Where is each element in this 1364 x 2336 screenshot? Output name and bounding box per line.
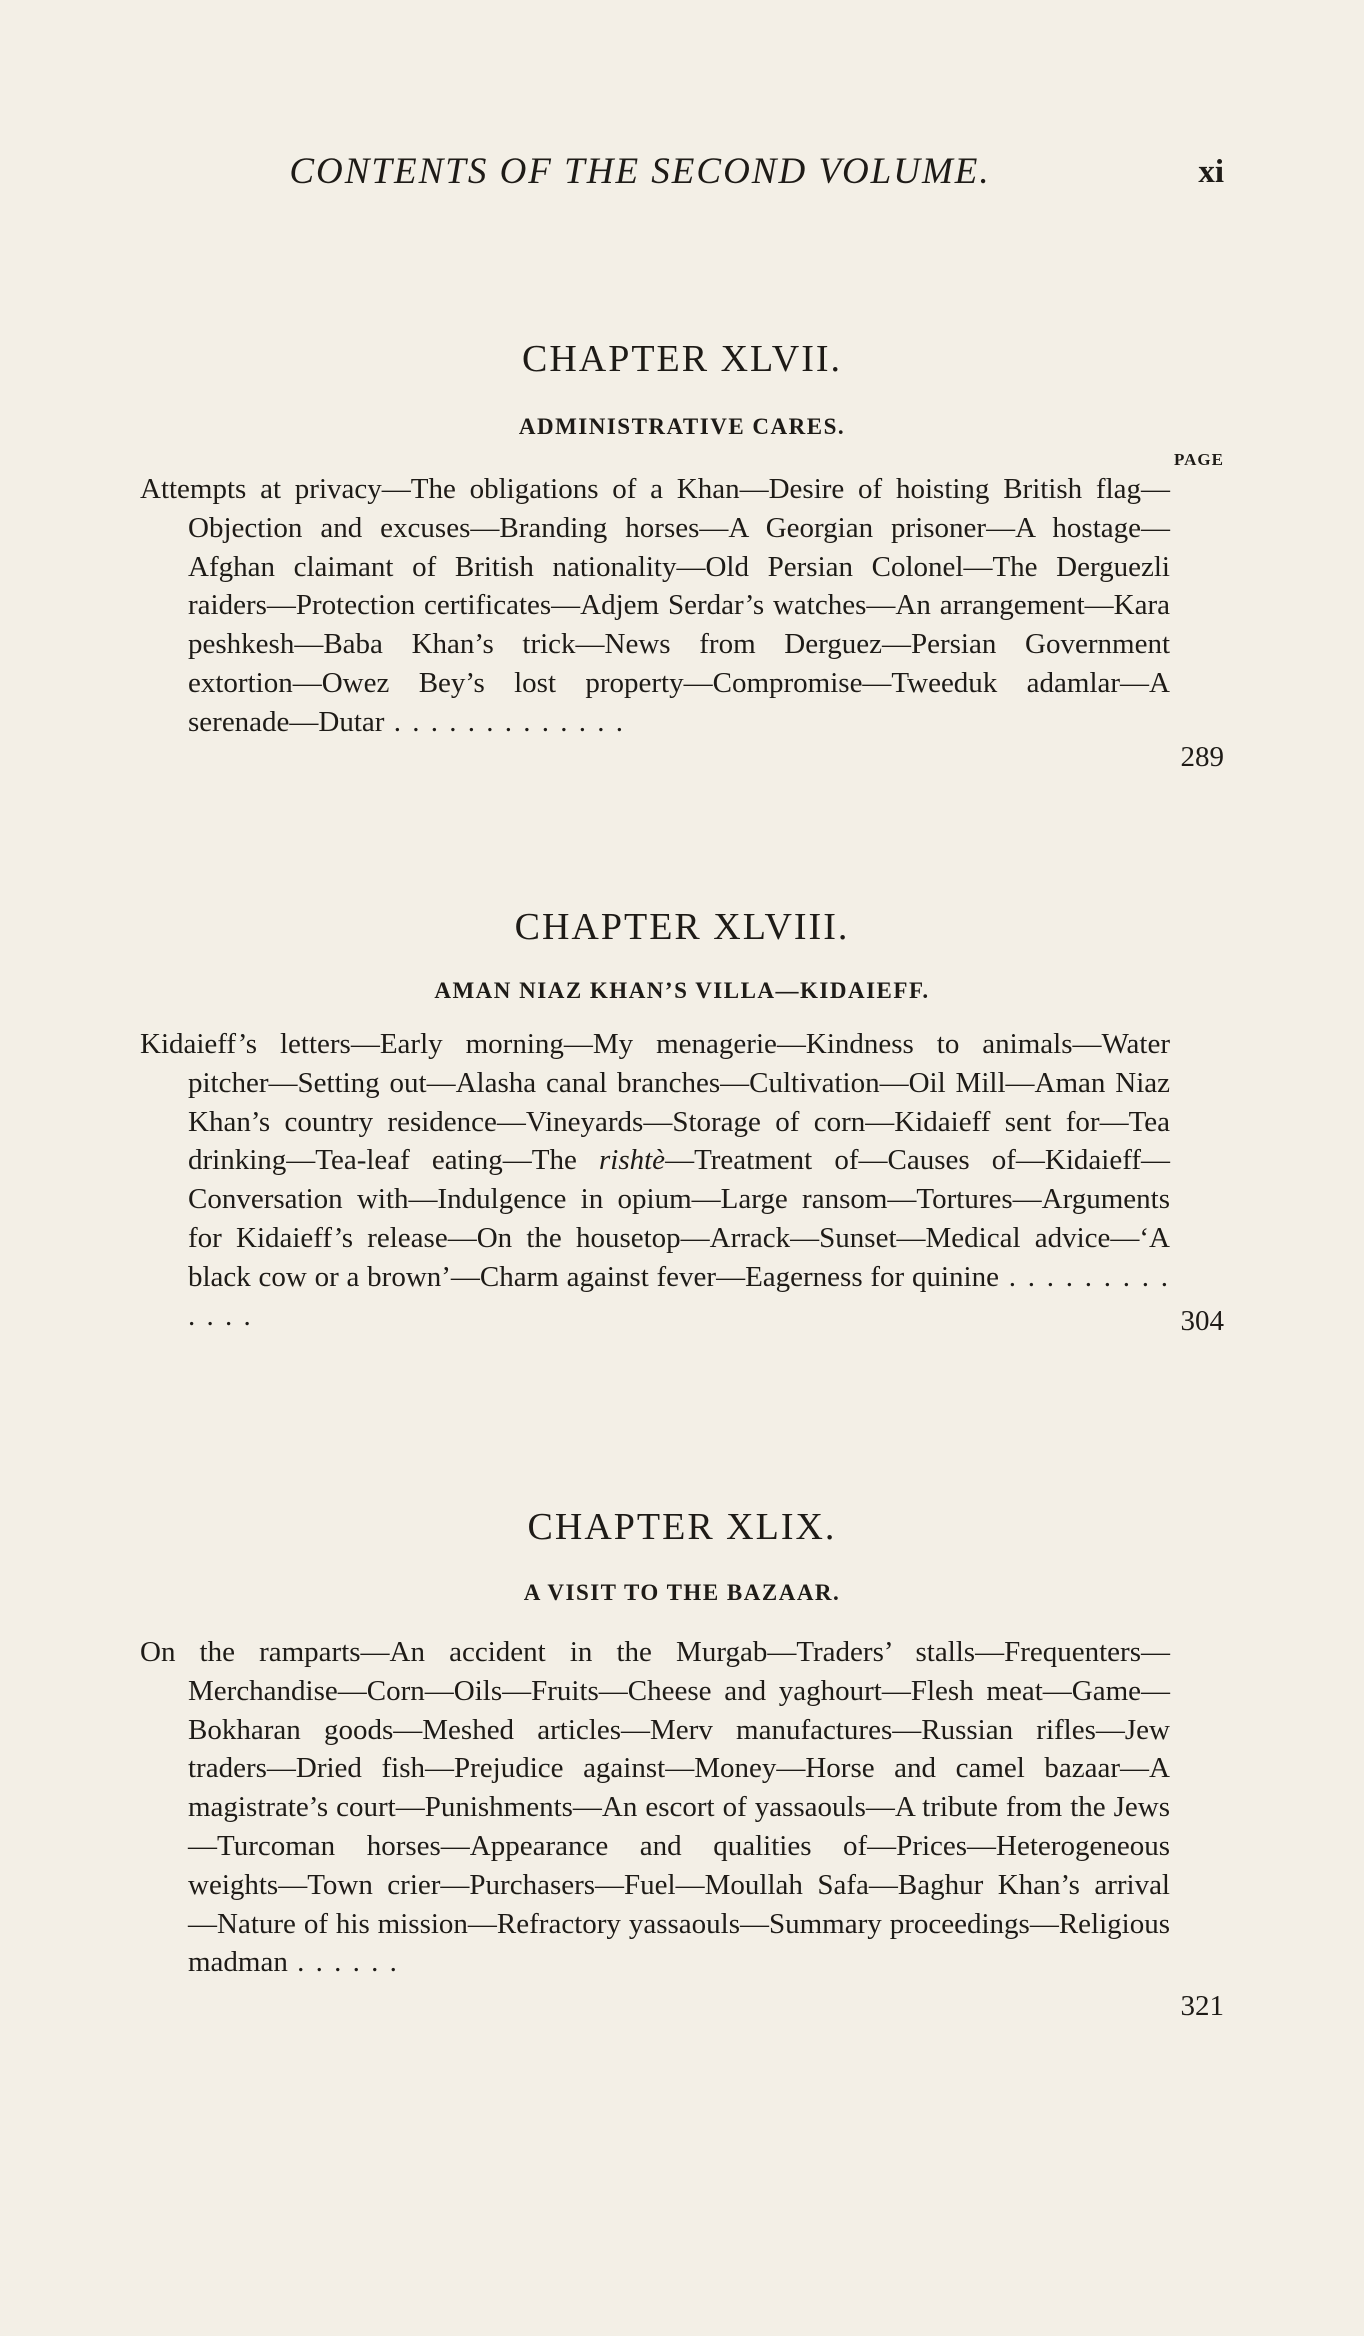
page-column-label: PAGE bbox=[1174, 450, 1224, 469]
summary-italic-term: rishtè bbox=[599, 1144, 666, 1177]
summary-text: Attempts at privacy—The obligations of a Khan—Desire of hoisting British flag—Objection and excuses—Branding horses—A Georgian prisoner—A hostage—Afghan claimant of British nationality—Old Persian Colonel—The Derguezli raiders—Protection certificates—Adjem Serdar’s watches—An arrangement—Kara peshkesh—Baba Khan’s trick—News from Derguez—Persian Government extortion—Owez Bey’s lost property—Compromise—Tweeduk adamlar—A serenade—Dutar bbox=[140, 473, 1170, 738]
summary-text: On the ramparts—An accident in the Murgab—Traders’ stalls—Frequenters—Merchandise—Corn—Oils—Fruits—Cheese and yaghourt—Flesh meat—Game—Bokharan goods—Meshed articles—Merv manufactures—Russian rifles—Jew traders—Dried fish—Prejudice against—Money—Horse and camel bazaar—A magistrate’s court—Punishments—An escort of yassaouls—A tribute from the Jews—Turcoman horses—Appearance and qualities of—Prices—Heterogeneous weights—Town crier—Purchasers—Fuel—Moullah Safa—Baghur Khan’s arrival—Nature of his mission—Refractory yassaouls—Summary proceedings—Religious madman bbox=[140, 1636, 1170, 1979]
running-title: CONTENTS OF THE SECOND VOLUME. bbox=[289, 151, 991, 192]
dot-leaders: . . . . . . . . . . . . . bbox=[188, 1260, 1171, 1332]
page-number: xi bbox=[1198, 154, 1224, 190]
summary-text-part: —Treatment of—Causes of—Kidaieff—Conversation with—Indulgence in opium—Large ransom—Tortures—Arguments for Kidaieff’s release—On the housetop—Arrack—Sunset—Medical advice—‘A black cow or a brown’—Charm against fever—Eagerness for quinine bbox=[188, 1144, 1170, 1293]
chapter-number: CHAPTER XLVIII. bbox=[514, 906, 850, 948]
chapter-title: A VISIT TO THE BAZAAR. bbox=[523, 1580, 841, 1605]
dot-leaders: . . . . . . . . . . . . . bbox=[384, 705, 625, 738]
dot-leaders: . . . . . . bbox=[287, 1946, 399, 1979]
chapter-title: ADMINISTRATIVE CARES. bbox=[518, 414, 846, 439]
chapter-page-ref: 304 bbox=[1180, 1305, 1224, 1337]
chapter-page-ref: 321 bbox=[1180, 1990, 1224, 2022]
chapter-summary bbox=[140, 470, 1170, 742]
running-head bbox=[0, 150, 1364, 200]
chapter-summary bbox=[140, 1025, 1170, 1335]
chapter-title: AMAN NIAZ KHAN’S VILLA—KIDAIEFF. bbox=[434, 978, 930, 1003]
summary-text-part: Kidaieff’s letters—Early morning—My menagerie—Kindness to animals—Water pitcher—Setting out—Alasha canal branches—Cultivation—Oil Mill—Aman Niaz Khan’s country residence—Vineyards—Storage of corn—Kidaieff sent for—Tea drinking—Tea-leaf eating—The bbox=[140, 1028, 1170, 1177]
chapter-summary bbox=[140, 1633, 1170, 1982]
chapter-page-ref: 289 bbox=[1180, 741, 1224, 773]
chapter-number: CHAPTER XLVII. bbox=[521, 338, 843, 380]
chapter-number: CHAPTER XLIX. bbox=[527, 1506, 837, 1548]
